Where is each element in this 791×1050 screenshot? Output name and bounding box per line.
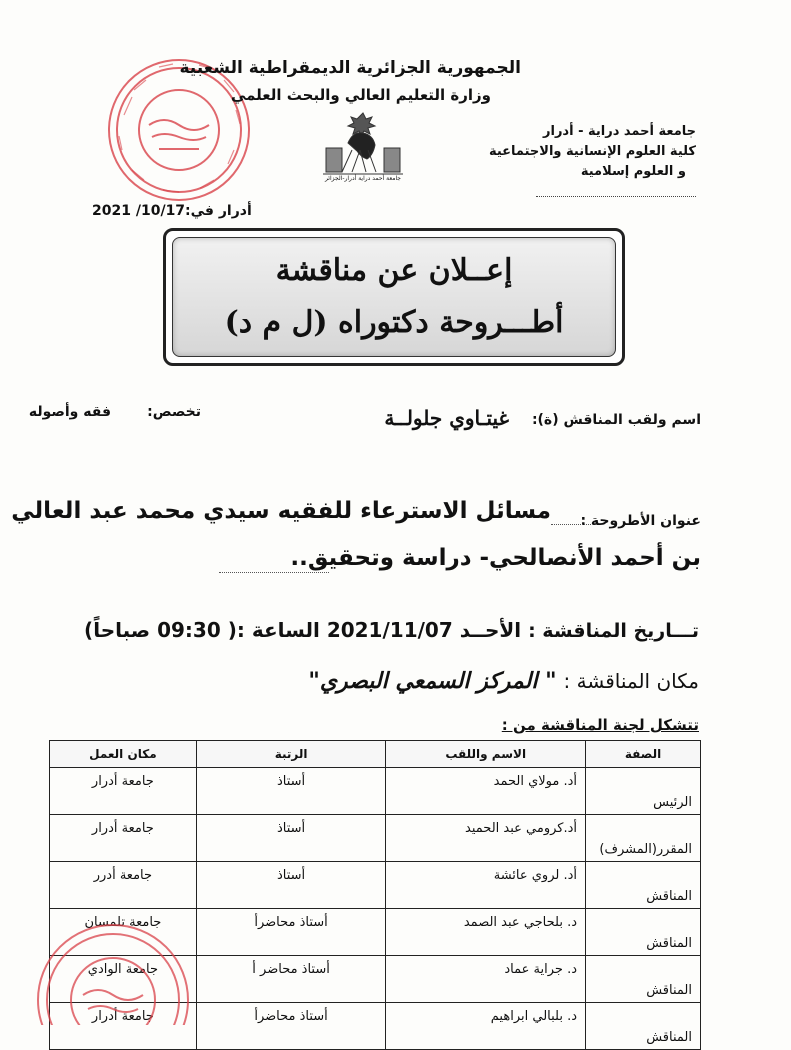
university-block: [489, 122, 696, 182]
member-workplace: جامعة أدرار: [50, 1003, 197, 1050]
member-role: الرئيس: [586, 768, 701, 815]
header-workplace: مكان العمل: [50, 741, 197, 768]
university-logo: [318, 108, 408, 178]
announcement-subtitle: أطـــروحة دكتوراه (ل م د): [224, 305, 564, 340]
dotted-leader: [219, 572, 329, 573]
university-name: جامعة أحمد دراية - أدرار: [543, 124, 696, 139]
member-workplace: جامعة الوادي: [50, 956, 197, 1003]
faculty-name: كلية العلوم الإنسانية والاجتماعية: [488, 144, 696, 159]
thesis-title-line2: بن أحمد الأنصالحي- دراسة وتحقيق..: [290, 545, 701, 571]
member-name: أد. مولاي الحمد: [386, 768, 586, 815]
member-name: د. بلبالي ابراهيم: [386, 1003, 586, 1050]
announcement-title-inner: [172, 237, 616, 357]
member-workplace: جامعة أدرر: [50, 862, 197, 909]
venue-label: مكان المناقشة :: [563, 669, 699, 693]
logo-caption: جامعة أحمد دراية أدرار-الجزائر: [325, 175, 401, 182]
header-rank: الرتبة: [196, 741, 386, 768]
venue-value: " المركز السمعي البصري": [308, 668, 557, 694]
member-workplace: جامعة تلمسان: [50, 909, 197, 956]
table-header-row: [50, 741, 701, 768]
candidate-name: غيتـاوي جلولــة: [384, 406, 509, 430]
member-rank: أستاذ محاضرأ: [196, 1003, 386, 1050]
member-name: د. بلحاجي عبد الصمد: [386, 909, 586, 956]
faculty-name-line2: و العلوم إسلامية: [580, 164, 686, 179]
announcement-title: إعــلان عن مناقشة: [275, 253, 513, 288]
ministry-name: وزارة التعليم العالي والبحث العلمي: [230, 86, 491, 104]
thesis-title-line1: مسائل الاسترعاء للفقيه سيدي محمد عبد العالي: [11, 498, 551, 524]
committee-title: تتشكل لجنة المناقشة من :: [501, 716, 699, 734]
member-workplace: جامعة أدرار: [50, 815, 197, 862]
member-rank: أستاذ: [196, 768, 386, 815]
member-name: د. جراية عماد: [386, 956, 586, 1003]
place-date: أدرار في:10/17/ 2021: [92, 203, 252, 219]
specialty-label: تخصص:: [147, 404, 201, 420]
header-role: الصفة: [586, 741, 701, 768]
candidate-label: اسم ولقب المناقش (ة):: [531, 412, 701, 428]
member-name: أد. لروي عائشة: [386, 862, 586, 909]
defense-time-label: الساعة :(: [227, 618, 320, 642]
table-row: [50, 862, 701, 909]
dotted-leader: [551, 524, 591, 525]
member-role: المناقش: [586, 1003, 701, 1050]
header-name: الاسم واللقب: [386, 741, 586, 768]
member-role: المقرر(المشرف): [586, 815, 701, 862]
venue-line: [308, 668, 699, 694]
member-role: المناقش: [586, 862, 701, 909]
specialty-value: فقه وأصوله: [28, 404, 111, 420]
member-workplace: جامعة أدرار: [50, 768, 197, 815]
table-row: [50, 768, 701, 815]
member-role: المناقش: [586, 956, 701, 1003]
member-rank: أستاذ: [196, 815, 386, 862]
defense-time: 09:30 صباحاً): [84, 618, 221, 642]
university-underline: [536, 196, 696, 197]
member-rank: أستاذ: [196, 862, 386, 909]
table-row: [50, 815, 701, 862]
defense-date-line: [84, 618, 699, 642]
member-rank: أستاذ محاضر أ: [196, 956, 386, 1003]
official-stamp-bottom: [28, 915, 198, 1025]
member-role: المناقش: [586, 909, 701, 956]
defense-day: الأحــد: [459, 618, 522, 642]
thesis-label: عنوان الأطروحة :: [580, 513, 701, 529]
member-rank: أستاذ محاضرأ: [196, 909, 386, 956]
announcement-title-box: [163, 228, 625, 366]
defense-date: 2021/11/07: [326, 618, 453, 642]
member-name: أد.كرومي عبد الحميد: [386, 815, 586, 862]
defense-date-label: تـــاريخ المناقشة :: [528, 620, 699, 642]
republic-name: الجمهورية الجزائرية الديمقراطية الشعبية: [179, 58, 521, 78]
